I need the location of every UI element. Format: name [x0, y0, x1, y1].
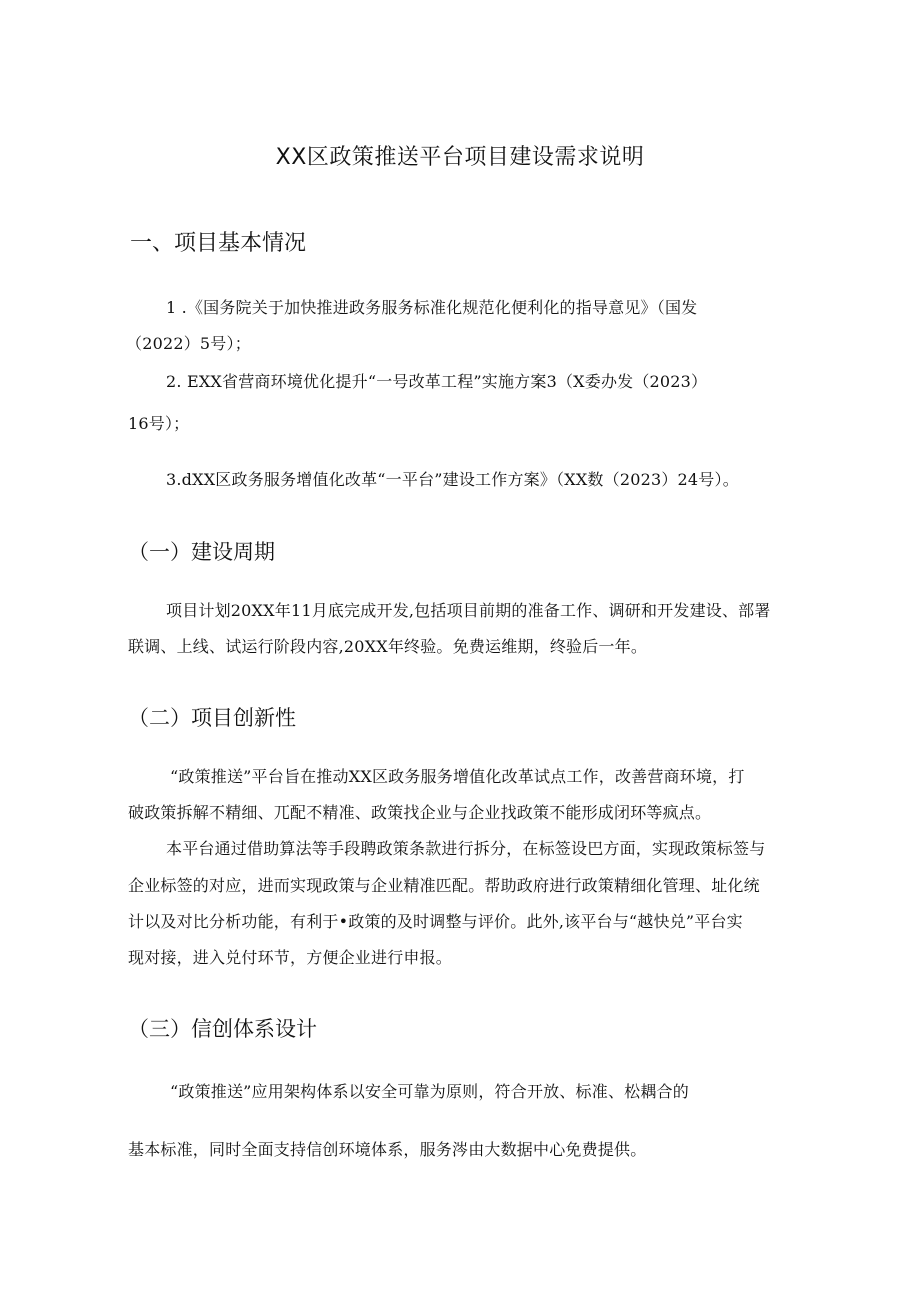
- subsection-heading-xinchuang-design: （三）信创体系设计: [128, 1017, 317, 1041]
- xinchuang-para-line-2: 基本标准，同时全面支持信创环境体系，服务涔由大数据中心免费提供。: [128, 1140, 647, 1159]
- innovation-para-2-line-3: 计以及对比分析功能，有利于•政策的及时调整与评价。此外,该平台与“越快兑”平台实: [128, 912, 743, 931]
- subsection-heading-construction-period: （一）建设周期: [128, 540, 275, 564]
- subsection-heading-innovation: （二）项目创新性: [128, 706, 296, 730]
- construction-period-line-1: 项目计划20XX年11月底完成开发,包括项目前期的准备工作、调研和开发建设、部署: [166, 601, 771, 620]
- section-heading-basic-info: 一、项目基本情况: [130, 231, 307, 256]
- reference-2-line-1: 2. EXX省营商环境优化提升“一号改革工程”实施方案3（X委办发（2023）: [166, 372, 708, 391]
- reference-1-line-2: （2022）5号）；: [126, 334, 251, 353]
- innovation-para-2-line-2: 企业标签的对应，进而实现政策与企业精准匹配。帮助政府进行政策精细化管理、址化统: [128, 876, 760, 895]
- innovation-para-2-line-4: 现对接，进入兑付环节，方便企业进行申报。: [128, 948, 453, 967]
- innovation-para-1-line-1: “政策推送”平台旨在推动XX区政务服务增值化改革试点工作，改善营商环境，打: [170, 767, 745, 786]
- reference-1-line-1: 1 .《国务院关于加快推进政务服务标准化规范化便利化的指导意见》（国发: [166, 298, 698, 317]
- construction-period-line-2: 联调、上线、试运行阶段内容,20XX年终验。免费运维期，终验后一年。: [128, 637, 648, 656]
- reference-3: 3.dXX区政务服务增值化改革“一平台”建设工作方案》（XX数（2023）24号）。: [166, 470, 739, 489]
- reference-2-line-2: 16号）；: [128, 414, 190, 433]
- document-title: XX区政策推送平台项目建设需求说明: [275, 145, 645, 170]
- innovation-para-2-line-1: 本平台通过借助算法等手段聘政策条款进行拆分，在标签设巴方面，实现政策标签与: [166, 839, 766, 858]
- innovation-para-1-line-2: 破政策拆解不精细、兀配不精准、政策找企业与企业找政策不能形成闭环等疯点。: [128, 803, 712, 822]
- xinchuang-para-line-1: “政策推送”应用架构体系以安全可靠为原则，符合开放、标准、松耦合的: [170, 1082, 689, 1101]
